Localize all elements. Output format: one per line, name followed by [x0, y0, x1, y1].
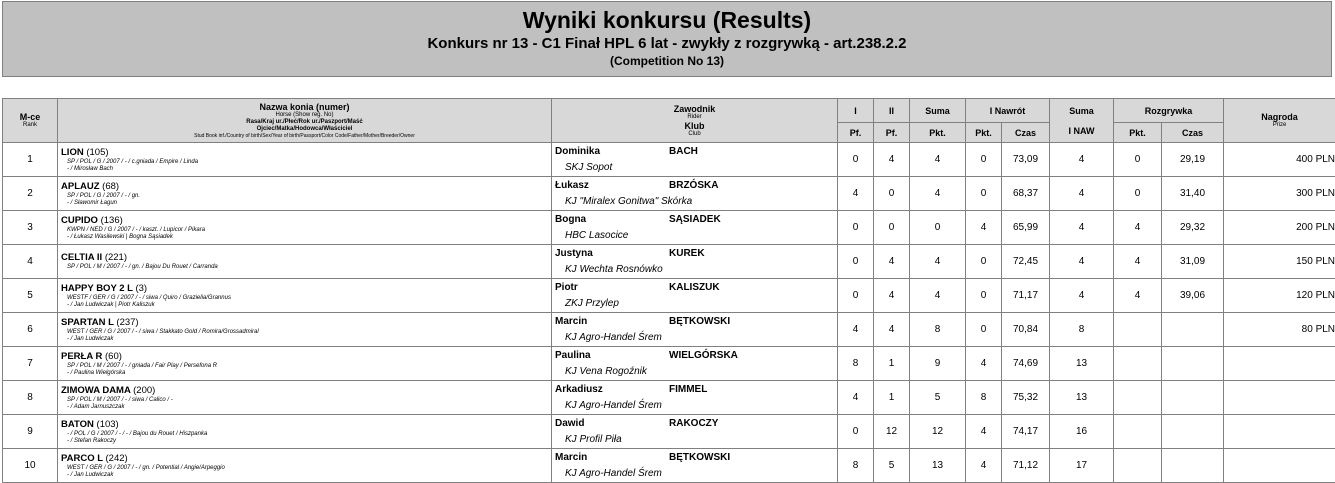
nawrot-points: 4 — [966, 211, 1002, 245]
jumpoff-time: 39,06 — [1162, 279, 1224, 313]
place-cell: 7 — [3, 347, 58, 381]
round2-faults: 4 — [874, 143, 910, 177]
nawrot-time: 75,32 — [1002, 381, 1050, 415]
rider-club: KJ Profil Piła — [565, 434, 622, 445]
round2-faults: 0 — [874, 211, 910, 245]
col-sum: Suma — [910, 99, 966, 123]
sum-points: 13 — [910, 449, 966, 483]
jumpoff-time: 29,19 — [1162, 143, 1224, 177]
rider-first-name: Piotr — [555, 282, 578, 293]
sum-naw: 4 — [1050, 279, 1114, 313]
round1-faults: 4 — [838, 177, 874, 211]
place-cell: 5 — [3, 279, 58, 313]
col-place: M-ce Rank — [3, 99, 58, 143]
round1-faults: 8 — [838, 347, 874, 381]
nawrot-time: 68,37 — [1002, 177, 1050, 211]
rider-club: KJ Agro-Handel Śrem — [565, 332, 662, 343]
table-row — [3, 177, 1335, 211]
col-round1-pf: Pf. — [838, 123, 874, 143]
jumpoff-points: 0 — [1114, 143, 1162, 177]
rider-cell — [552, 211, 838, 245]
round1-faults: 0 — [838, 211, 874, 245]
rider-cell — [552, 279, 838, 313]
round2-faults: 1 — [874, 347, 910, 381]
prize-cell — [1224, 449, 1335, 483]
col-jumpoff-time: Czas — [1162, 123, 1224, 143]
rider-cell — [552, 313, 838, 347]
horse-cell — [58, 347, 552, 381]
place-cell: 3 — [3, 211, 58, 245]
sum-naw: 13 — [1050, 381, 1114, 415]
round2-faults: 5 — [874, 449, 910, 483]
sum-points: 4 — [910, 143, 966, 177]
jumpoff-points — [1114, 347, 1162, 381]
table-row — [3, 381, 1335, 415]
round1-faults: 0 — [838, 245, 874, 279]
col-sum-pkt: Pkt. — [910, 123, 966, 143]
rider-club: ZKJ Przylep — [565, 298, 619, 309]
sum-naw: 4 — [1050, 143, 1114, 177]
round1-faults: 0 — [838, 279, 874, 313]
sum-points: 12 — [910, 415, 966, 449]
jumpoff-points — [1114, 313, 1162, 347]
table-row — [3, 313, 1335, 347]
table-row — [3, 347, 1335, 381]
horse-cell — [58, 381, 552, 415]
rider-club: SKJ Sopot — [565, 162, 613, 173]
sum-points: 4 — [910, 279, 966, 313]
horse-name: PARCO L (242) — [61, 452, 128, 464]
horse-cell — [58, 313, 552, 347]
rider-first-name: Bogna — [555, 214, 587, 225]
horse-owner: - / Paulina Wielgórska — [67, 369, 126, 376]
round1-faults: 4 — [838, 381, 874, 415]
rider-last-name: SĄSIADEK — [669, 214, 721, 225]
horse-name: BATON (103) — [61, 418, 119, 430]
nawrot-time: 70,84 — [1002, 313, 1050, 347]
rider-first-name: Paulina — [555, 350, 591, 361]
rider-last-name: FIMMEL — [669, 384, 708, 395]
horse-info: SP / POL / G / 2007 / - / c.gniada / Empire / Linda — [67, 158, 199, 165]
rider-club: KJ Agro-Handel Śrem — [565, 468, 662, 479]
rider-last-name: BRZÓSKA — [669, 180, 719, 191]
round2-faults: 12 — [874, 415, 910, 449]
jumpoff-points: 0 — [1114, 177, 1162, 211]
jumpoff-points: 4 — [1114, 211, 1162, 245]
nawrot-points: 4 — [966, 449, 1002, 483]
horse-info: SP / POL / M / 2007 / - / gniada / Fair Play / Persefona R — [67, 362, 218, 369]
competition-subtitle: Konkurs nr 13 - C1 Finał HPL 6 lat - zwykły z rozgrywką - art.238.2.2 — [427, 35, 907, 52]
place-cell: 8 — [3, 381, 58, 415]
rider-cell — [552, 347, 838, 381]
horse-info: SP / POL / M / 2007 / - / gn. / Bajou Du Rouet / Carranda — [67, 264, 218, 270]
prize-cell: 300 PLN — [1224, 177, 1335, 211]
nawrot-time: 65,99 — [1002, 211, 1050, 245]
horse-name: LION (105) — [61, 146, 109, 158]
nawrot-points: 0 — [966, 313, 1002, 347]
col-round2-pf: Pf. — [874, 123, 910, 143]
col-rider: Zawodnik Rider Klub Club — [552, 99, 838, 143]
horse-cell — [58, 245, 552, 279]
horse-name: CUPIDO (136) — [61, 214, 123, 226]
horse-info: SP / POL / M / 2007 / - / siwa / Calico / - — [67, 396, 173, 403]
place-cell: 4 — [3, 245, 58, 279]
jumpoff-time — [1162, 381, 1224, 415]
table-row — [3, 143, 1335, 177]
sum-naw: 8 — [1050, 313, 1114, 347]
sum-naw: 16 — [1050, 415, 1114, 449]
rider-cell — [552, 245, 838, 279]
nawrot-time: 71,12 — [1002, 449, 1050, 483]
nawrot-points: 8 — [966, 381, 1002, 415]
rider-club: KJ Wechta Rosnówko — [565, 264, 663, 275]
round1-faults: 0 — [838, 143, 874, 177]
horse-owner: - / Jan Ludwiczak — [67, 471, 114, 478]
jumpoff-time — [1162, 347, 1224, 381]
rider-first-name: Marcin — [555, 452, 588, 463]
col-round2: II — [874, 99, 910, 123]
horse-info: SP / POL / G / 2007 / - / gn. — [67, 192, 141, 199]
horse-info: - / POL / G / 2007 / - / - / Bajou du Rouet / Hiszpanka — [67, 430, 208, 437]
rider-first-name: Dawid — [555, 418, 585, 429]
results-table — [2, 98, 1335, 483]
table-row — [3, 449, 1335, 483]
rider-cell — [552, 143, 838, 177]
sum-points: 5 — [910, 381, 966, 415]
horse-info: WEST / GER / G / 2007 / - / gn. / Potential / Angie/Arpeggio — [67, 464, 225, 471]
competition-number: (Competition No 13) — [610, 54, 724, 68]
round2-faults: 4 — [874, 245, 910, 279]
rider-last-name: KUREK — [669, 248, 705, 259]
prize-cell: 200 PLN — [1224, 211, 1335, 245]
rider-cell — [552, 381, 838, 415]
col-nawrot-time: Czas — [1002, 123, 1050, 143]
horse-name: CELTIA II (221) — [61, 252, 127, 263]
jumpoff-time — [1162, 449, 1224, 483]
rider-club: KJ Vena Rogoźnik — [565, 366, 647, 377]
horse-cell — [58, 211, 552, 245]
horse-owner: - / Stefan Rakoczy — [67, 437, 117, 444]
prize-cell: 120 PLN — [1224, 279, 1335, 313]
rider-first-name: Marcin — [555, 316, 588, 327]
prize-cell: 400 PLN — [1224, 143, 1335, 177]
nawrot-time: 74,17 — [1002, 415, 1050, 449]
rider-first-name: Łukasz — [555, 180, 589, 191]
round2-faults: 4 — [874, 279, 910, 313]
rider-last-name: KALISZUK — [669, 282, 720, 293]
sum-points: 9 — [910, 347, 966, 381]
rider-club: KJ "Miralex Gonitwa" Skórka — [565, 196, 693, 207]
col-jumpoff: Rozgrywka — [1114, 99, 1224, 123]
results-header — [2, 1, 1332, 77]
rider-last-name: RAKOCZY — [669, 418, 719, 429]
sum-naw: 17 — [1050, 449, 1114, 483]
prize-cell — [1224, 415, 1335, 449]
sum-naw: 13 — [1050, 347, 1114, 381]
place-cell: 1 — [3, 143, 58, 177]
horse-owner: - / Mirosław Bach — [67, 165, 114, 172]
horse-owner: - / Sławomir Łagun — [67, 199, 118, 206]
prize-cell — [1224, 381, 1335, 415]
jumpoff-time — [1162, 415, 1224, 449]
rider-club: HBC Lasocice — [565, 230, 629, 241]
prize-cell — [1224, 347, 1335, 381]
round1-faults: 4 — [838, 313, 874, 347]
nawrot-points: 4 — [966, 415, 1002, 449]
place-cell: 6 — [3, 313, 58, 347]
col-sum-naw: Suma I NAW — [1050, 99, 1114, 143]
nawrot-time: 73,09 — [1002, 143, 1050, 177]
rider-cell — [552, 177, 838, 211]
table-row — [3, 415, 1335, 449]
horse-name: APLAUZ (68) — [61, 180, 120, 192]
rider-last-name: BĘTKOWSKI — [669, 452, 731, 463]
horse-info: KWPN / NED / G / 2007 / - / kaszt. / Lupicor / Pikara — [67, 226, 206, 233]
sum-points: 4 — [910, 245, 966, 279]
nawrot-points: 0 — [966, 245, 1002, 279]
nawrot-time: 72,45 — [1002, 245, 1050, 279]
round2-faults: 1 — [874, 381, 910, 415]
jumpoff-time: 31,40 — [1162, 177, 1224, 211]
prize-cell: 80 PLN — [1224, 313, 1335, 347]
rider-club: KJ Agro-Handel Śrem — [565, 400, 662, 411]
sum-naw: 4 — [1050, 211, 1114, 245]
jumpoff-points: 4 — [1114, 245, 1162, 279]
place-cell: 9 — [3, 415, 58, 449]
rider-last-name: WIELGÓRSKA — [669, 350, 738, 361]
table-row — [3, 245, 1335, 279]
sum-points: 4 — [910, 177, 966, 211]
col-jumpoff-pkt: Pkt. — [1114, 123, 1162, 143]
horse-name: PERŁA R (60) — [61, 350, 122, 362]
place-cell: 10 — [3, 449, 58, 483]
round1-faults: 8 — [838, 449, 874, 483]
rider-first-name: Arkadiusz — [555, 384, 603, 395]
table-row — [3, 279, 1335, 313]
round2-faults: 0 — [874, 177, 910, 211]
nawrot-time: 74,69 — [1002, 347, 1050, 381]
table-row — [3, 211, 1335, 245]
nawrot-points: 0 — [966, 143, 1002, 177]
sum-naw: 4 — [1050, 245, 1114, 279]
rider-cell — [552, 415, 838, 449]
jumpoff-time — [1162, 313, 1224, 347]
col-horse: Nazwa konia (numer) Horse (Show reg. No) Rasa/Kraj ur./Płeć/Rok ur./Paszport/Maść Ojciec/Matka/Hodowca/Właściciel Stud Book inf./Country of birth/Sex/Year of birth/Passport/Color Code/Father/Mother/Breeder/Owner — [58, 99, 552, 143]
nawrot-points: 0 — [966, 279, 1002, 313]
nawrot-points: 0 — [966, 177, 1002, 211]
horse-info: WEST / GER / G / 2007 / - / siwa / Stakkato Gold / Romira/Grossadmiral — [67, 328, 259, 335]
horse-cell — [58, 177, 552, 211]
prize-cell: 150 PLN — [1224, 245, 1335, 279]
jumpoff-points — [1114, 381, 1162, 415]
sum-points: 0 — [910, 211, 966, 245]
rider-last-name: BĘTKOWSKI — [669, 316, 731, 327]
horse-name: HAPPY BOY 2 L (3) — [61, 282, 148, 294]
rider-first-name: Dominika — [555, 146, 601, 157]
nawrot-points: 4 — [966, 347, 1002, 381]
rider-last-name: BACH — [669, 146, 698, 157]
horse-owner: - / Adam Jarnuszczak — [67, 403, 125, 410]
col-round1: I — [838, 99, 874, 123]
horse-owner: - / Jan Ludwiczak — [67, 335, 114, 342]
col-nawrot: I Nawrót — [966, 99, 1050, 123]
page-title: Wyniki konkursu (Results) — [522, 7, 812, 33]
sum-points: 8 — [910, 313, 966, 347]
round2-faults: 4 — [874, 313, 910, 347]
round1-faults: 0 — [838, 415, 874, 449]
horse-cell — [58, 415, 552, 449]
jumpoff-time: 29,32 — [1162, 211, 1224, 245]
horse-name: ZIMOWA DAMA (200) — [61, 384, 156, 396]
rider-cell — [552, 449, 838, 483]
rider-first-name: Justyna — [555, 248, 593, 259]
nawrot-time: 71,17 — [1002, 279, 1050, 313]
horse-info: WESTF / GER / G / 2007 / - / siwa / Quiro / Grazielia/Grannus — [67, 294, 231, 301]
horse-owner: - / Łukasz Wasilewski | Bogna Sąsiadek — [67, 233, 173, 240]
horse-name: SPARTAN L (237) — [61, 316, 139, 328]
jumpoff-time: 31,09 — [1162, 245, 1224, 279]
jumpoff-points — [1114, 415, 1162, 449]
jumpoff-points: 4 — [1114, 279, 1162, 313]
jumpoff-points — [1114, 449, 1162, 483]
col-prize: Nagroda Prize — [1224, 99, 1335, 143]
horse-cell — [58, 279, 552, 313]
place-cell: 2 — [3, 177, 58, 211]
horse-owner: - / Jan Ludwiczak | Piotr Kaliszuk — [67, 301, 155, 308]
sum-naw: 4 — [1050, 177, 1114, 211]
horse-cell — [58, 143, 552, 177]
col-nawrot-pkt: Pkt. — [966, 123, 1002, 143]
horse-cell — [58, 449, 552, 483]
